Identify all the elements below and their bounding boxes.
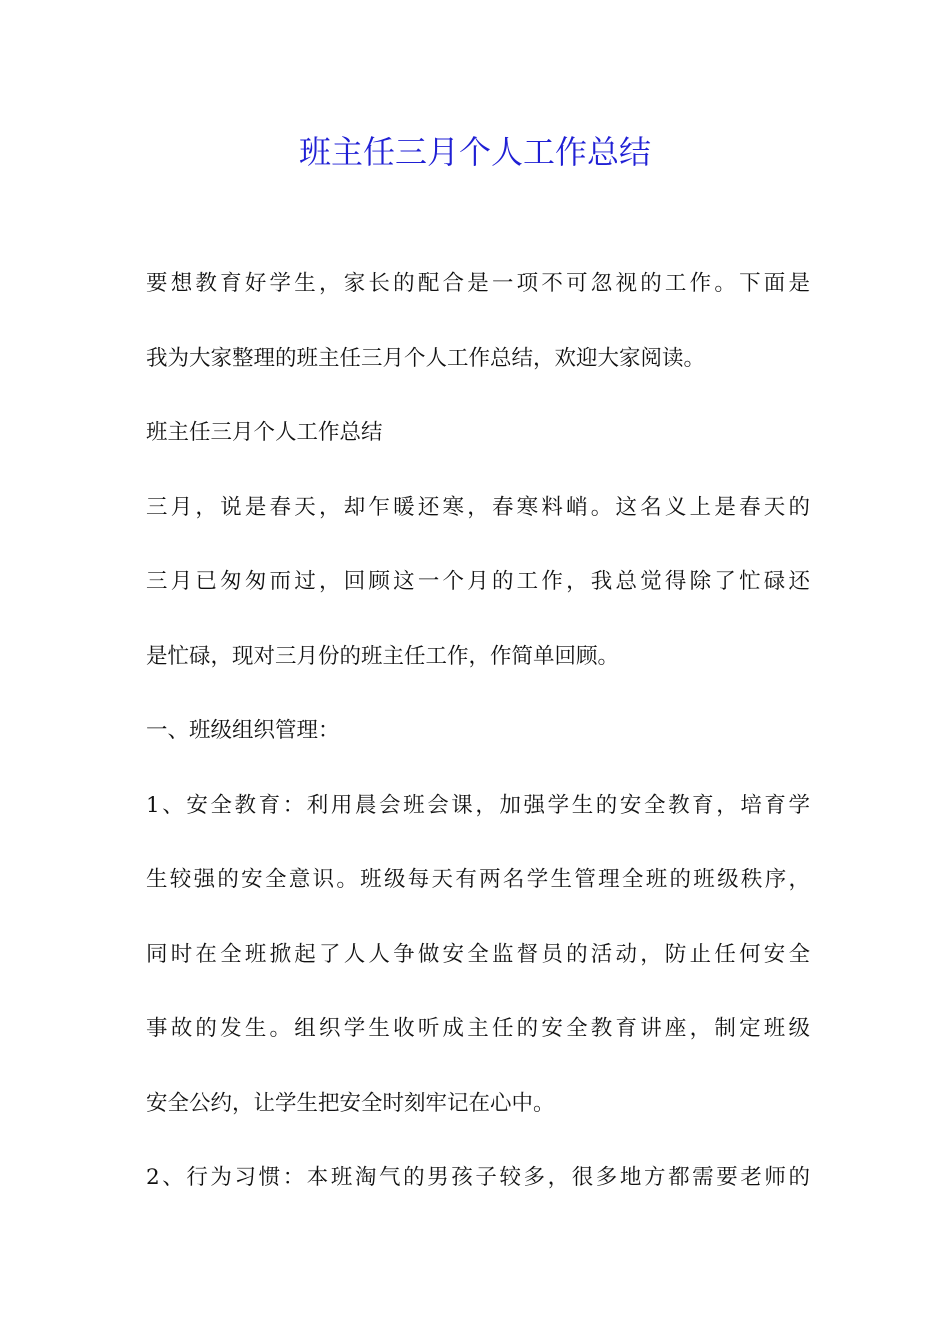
body-line: 事故的发生。组织学生收听成主任的安全教育讲座，制定班级 [146,1016,810,1041]
body-line: 同时在全班掀起了人人争做安全监督员的活动，防止任何安全 [146,941,810,967]
body-line: 我为大家整理的班主任三月个人工作总结，欢迎大家阅读。 [146,345,706,371]
section-heading: 班主任三月个人工作总结 [146,420,383,445]
document-title: 班主任三月个人工作总结 [298,133,651,171]
body-line: 1、安全教育：利用晨会班会课，加强学生的安全教育，培育学 [146,792,810,818]
body-line: 2、行为习惯：本班淘气的男孩子较多，很多地方都需要老师的 [146,1165,810,1190]
document-body [146,262,810,1231]
body-line: 要想教育好学生，家长的配合是一项不可忽视的工作。下面是 [146,271,810,296]
subsection-heading: 一、班级组织管理： [146,718,340,743]
body-line: 三月已匆匆而过，回顾这一个月的工作，我总觉得除了忙碌还 [146,569,810,594]
body-line: 是忙碌，现对三月份的班主任工作，作简单回顾。 [146,643,620,669]
body-line: 三月，说是春天，却乍暖还寒，春寒料峭。这名义上是春天的 [146,494,810,520]
body-line: 生较强的安全意识。班级每天有两名学生管理全班的班级秩序， [146,867,810,892]
body-line: 安全公约，让学生把安全时刻牢记在心中。 [146,1090,555,1116]
